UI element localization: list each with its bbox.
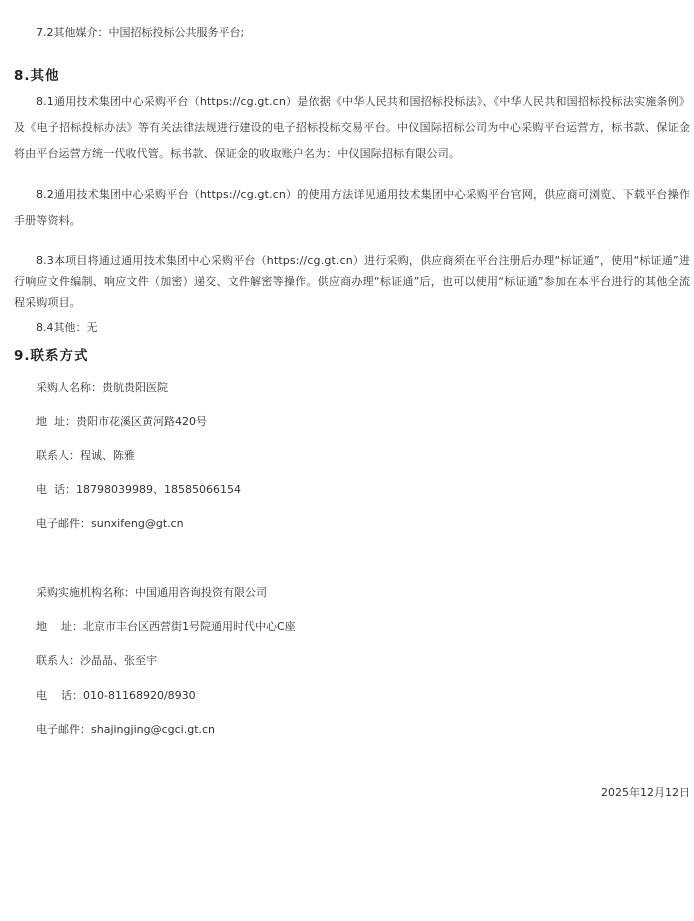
agency-phone: 电 话：010-81168920/8930 [36,689,196,702]
agency-email: 电子邮件：shajingjing@cgci.gt.cn [36,723,216,736]
agency-address: 地 址：北京市丰台区西营街1号院通用时代中心C座 [36,620,296,633]
section-9-heading: 9.联系方式 [14,348,89,364]
item-8-1: 8.1通用技术集团中心采购平台（https://cg.gt.cn）是依据《中华人民共和国招标投标法》、《中华人民共和国招标投标法实施条例》及《电子招标投标办法》等有关法律法规进行建设的电子招标投标交易平台。中仪国际招标公司为中心采购平台运营方，标书款、保证金将由平台运营方统一代收代管。标书款、保证金的收取账户名为：中仪国际招标有限公司。 [14,95,690,160]
item-8-3: 8.3本项目将通过通用技术集团中心采购平台（https://cg.gt.cn）进行采购，供应商须在平台注册后办理“标证通”，使用“标证通”进行响应文件编制、响应文件（加密）递交、文件解密等操作。供应商办理“标证通”后，也可以使用“标证通”参加在本平台进行的其他全流程采购项目。 [14,254,690,309]
agency-contact: 联系人：沙晶晶、张至宇 [36,654,157,667]
purchaser-address: 地 址：贵阳市花溪区黄河路420号 [36,415,207,428]
purchaser-email: 电子邮件：sunxifeng@gt.cn [36,517,184,530]
agency-name: 采购实施机构名称：中国通用咨询投资有限公司 [36,586,267,599]
purchaser-phone: 电 话：18798039989、18585066154 [36,483,241,496]
item-7-2: 7.2其他媒介：中国招标投标公共服务平台; [36,26,245,39]
purchaser-name: 采购人名称：贵航贵阳医院 [36,381,168,394]
item-8-2: 8.2通用技术集团中心采购平台（https://cg.gt.cn）的使用方法详见通用技术集团中心采购平台官网，供应商可浏览、下载平台操作手册等资料。 [14,188,690,227]
item-8-4: 8.4其他：无 [36,321,98,334]
section-8-heading: 8.其他 [14,68,60,84]
announcement-date: 2025年12月12日 [601,786,690,799]
purchaser-contact: 联系人：程诚、陈雅 [36,449,135,462]
